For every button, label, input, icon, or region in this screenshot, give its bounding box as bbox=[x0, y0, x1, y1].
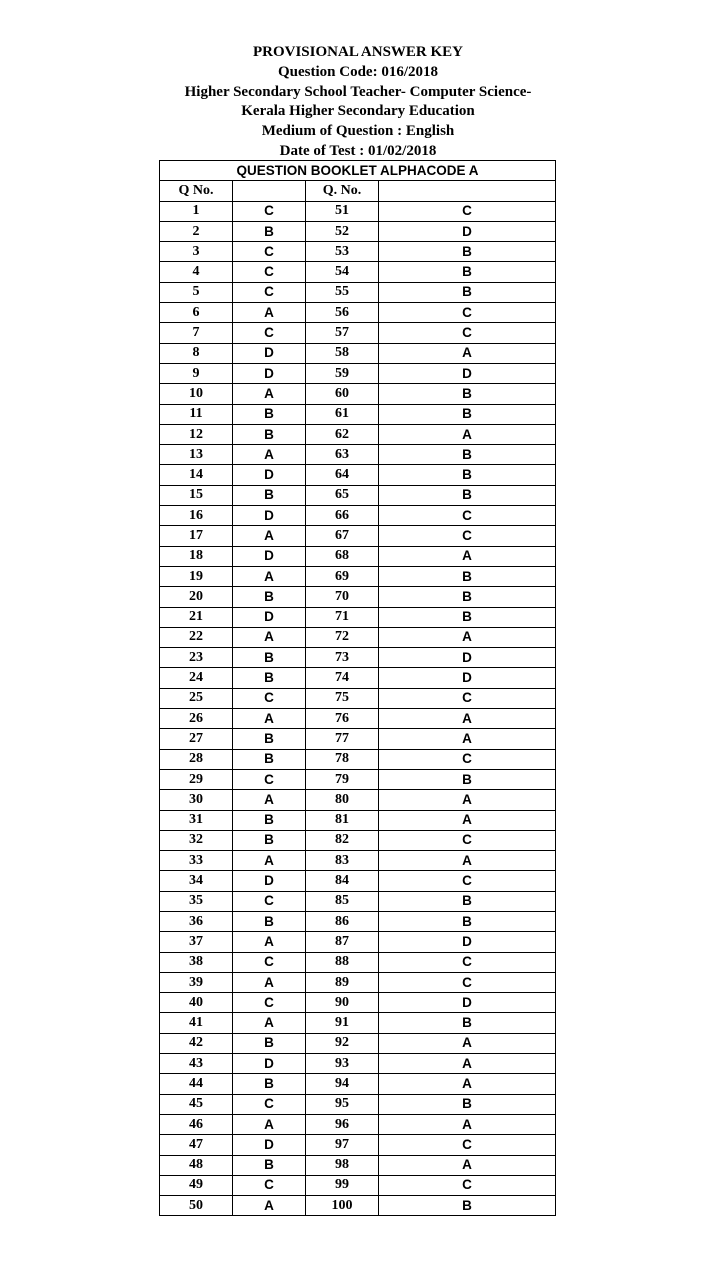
table-row bbox=[160, 1135, 556, 1155]
table-row bbox=[160, 851, 556, 871]
table-row bbox=[160, 363, 556, 383]
answer-option: C bbox=[379, 1175, 556, 1195]
answer-option: B bbox=[233, 810, 306, 830]
question-number: 66 bbox=[306, 506, 379, 526]
question-number: 25 bbox=[160, 688, 233, 708]
table-row bbox=[160, 1033, 556, 1053]
answer-option: B bbox=[379, 587, 556, 607]
answer-option: A bbox=[379, 627, 556, 647]
table-row bbox=[160, 506, 556, 526]
department-name: Kerala Higher Secondary Education bbox=[241, 103, 475, 120]
answer-option: A bbox=[233, 566, 306, 586]
answer-option: B bbox=[379, 566, 556, 586]
table-row bbox=[160, 526, 556, 546]
question-number: 84 bbox=[306, 871, 379, 891]
answer-option: C bbox=[379, 201, 556, 221]
answer-option: B bbox=[379, 485, 556, 505]
question-number: 37 bbox=[160, 932, 233, 952]
question-number: 50 bbox=[160, 1196, 233, 1216]
question-number: 5 bbox=[160, 282, 233, 302]
question-number: 44 bbox=[160, 1074, 233, 1094]
question-number: 38 bbox=[160, 952, 233, 972]
table-row bbox=[160, 790, 556, 810]
answer-option: C bbox=[379, 303, 556, 323]
question-number: 15 bbox=[160, 485, 233, 505]
question-number: 89 bbox=[306, 972, 379, 992]
answer-option: B bbox=[233, 1033, 306, 1053]
table-row bbox=[160, 1074, 556, 1094]
answer-option: C bbox=[379, 952, 556, 972]
table-row bbox=[160, 323, 556, 343]
answer-option: C bbox=[379, 1135, 556, 1155]
column-header-qno-2: Q. No. bbox=[306, 181, 379, 201]
answer-option: C bbox=[379, 871, 556, 891]
question-number: 55 bbox=[306, 282, 379, 302]
table-row bbox=[160, 952, 556, 972]
answer-option: A bbox=[379, 729, 556, 749]
answer-option: A bbox=[379, 343, 556, 363]
question-number: 22 bbox=[160, 627, 233, 647]
answer-option: A bbox=[379, 546, 556, 566]
question-number: 98 bbox=[306, 1155, 379, 1175]
answer-option: B bbox=[233, 648, 306, 668]
question-number: 43 bbox=[160, 1054, 233, 1074]
answer-option: C bbox=[233, 993, 306, 1013]
question-number: 29 bbox=[160, 769, 233, 789]
question-number: 7 bbox=[160, 323, 233, 343]
question-number: 57 bbox=[306, 323, 379, 343]
table-row bbox=[160, 749, 556, 769]
question-number: 90 bbox=[306, 993, 379, 1013]
answer-option: B bbox=[233, 221, 306, 241]
answer-option: C bbox=[233, 1094, 306, 1114]
answer-option: D bbox=[233, 506, 306, 526]
answer-option: A bbox=[233, 445, 306, 465]
answer-option: C bbox=[233, 1175, 306, 1195]
question-code: Question Code: 016/2018 bbox=[277, 63, 438, 80]
question-number: 73 bbox=[306, 648, 379, 668]
table-row bbox=[160, 201, 556, 221]
answer-option: A bbox=[379, 424, 556, 444]
question-number: 47 bbox=[160, 1135, 233, 1155]
answer-option: C bbox=[233, 891, 306, 911]
question-number: 83 bbox=[306, 851, 379, 871]
table-row bbox=[160, 668, 556, 688]
question-number: 36 bbox=[160, 911, 233, 931]
table-row bbox=[160, 1094, 556, 1114]
answer-option: B bbox=[233, 485, 306, 505]
question-number: 20 bbox=[160, 587, 233, 607]
answer-option: A bbox=[233, 851, 306, 871]
answer-option: C bbox=[233, 262, 306, 282]
answer-option: C bbox=[233, 952, 306, 972]
table-row bbox=[160, 465, 556, 485]
answer-option: C bbox=[379, 830, 556, 850]
answer-option: B bbox=[379, 769, 556, 789]
answer-option: D bbox=[379, 668, 556, 688]
question-number: 14 bbox=[160, 465, 233, 485]
question-number: 79 bbox=[306, 769, 379, 789]
answer-option: B bbox=[379, 404, 556, 424]
answer-option: D bbox=[233, 1135, 306, 1155]
table-row bbox=[160, 445, 556, 465]
question-number: 81 bbox=[306, 810, 379, 830]
answer-option: B bbox=[379, 465, 556, 485]
question-number: 77 bbox=[306, 729, 379, 749]
answer-option: D bbox=[233, 546, 306, 566]
question-number: 78 bbox=[306, 749, 379, 769]
table-row bbox=[160, 1054, 556, 1074]
question-number: 96 bbox=[306, 1114, 379, 1134]
column-header-qno-1: Q No. bbox=[160, 181, 233, 201]
question-number: 85 bbox=[306, 891, 379, 911]
question-number: 62 bbox=[306, 424, 379, 444]
question-number: 82 bbox=[306, 830, 379, 850]
column-header-answer-1 bbox=[233, 181, 306, 201]
answer-option: D bbox=[233, 607, 306, 627]
question-number: 33 bbox=[160, 851, 233, 871]
question-number: 4 bbox=[160, 262, 233, 282]
table-row bbox=[160, 932, 556, 952]
table-row bbox=[160, 343, 556, 363]
table-row bbox=[160, 648, 556, 668]
question-number: 23 bbox=[160, 648, 233, 668]
question-number: 65 bbox=[306, 485, 379, 505]
answer-option: C bbox=[379, 506, 556, 526]
question-number: 39 bbox=[160, 972, 233, 992]
table-row bbox=[160, 627, 556, 647]
answer-option: A bbox=[233, 709, 306, 729]
table-row bbox=[160, 424, 556, 444]
question-number: 75 bbox=[306, 688, 379, 708]
question-number: 72 bbox=[306, 627, 379, 647]
answer-option: B bbox=[379, 445, 556, 465]
answer-option: D bbox=[379, 648, 556, 668]
answer-option: B bbox=[233, 830, 306, 850]
answer-option: B bbox=[233, 1155, 306, 1175]
answer-option: B bbox=[379, 911, 556, 931]
answer-option: D bbox=[379, 993, 556, 1013]
table-row bbox=[160, 1114, 556, 1134]
question-number: 67 bbox=[306, 526, 379, 546]
answer-option: A bbox=[379, 1033, 556, 1053]
question-number: 91 bbox=[306, 1013, 379, 1033]
question-number: 9 bbox=[160, 363, 233, 383]
answer-option: D bbox=[233, 343, 306, 363]
question-number: 88 bbox=[306, 952, 379, 972]
answer-option: A bbox=[379, 709, 556, 729]
answer-option: A bbox=[233, 1114, 306, 1134]
answer-option: B bbox=[379, 384, 556, 404]
answer-option: C bbox=[379, 749, 556, 769]
table-row bbox=[160, 566, 556, 586]
question-number: 19 bbox=[160, 566, 233, 586]
question-number: 76 bbox=[306, 709, 379, 729]
answer-option: B bbox=[379, 282, 556, 302]
answer-option: D bbox=[233, 363, 306, 383]
column-header-answer-2 bbox=[379, 181, 556, 201]
answer-option: A bbox=[233, 1196, 306, 1216]
question-number: 69 bbox=[306, 566, 379, 586]
table-row bbox=[160, 911, 556, 931]
answer-option: A bbox=[233, 1013, 306, 1033]
table-row bbox=[160, 810, 556, 830]
table-row bbox=[160, 993, 556, 1013]
table-row bbox=[160, 769, 556, 789]
table-row bbox=[160, 891, 556, 911]
question-number: 32 bbox=[160, 830, 233, 850]
answer-option: C bbox=[233, 323, 306, 343]
answer-option: A bbox=[233, 932, 306, 952]
question-number: 54 bbox=[306, 262, 379, 282]
question-number: 26 bbox=[160, 709, 233, 729]
answer-option: C bbox=[233, 201, 306, 221]
answer-option: A bbox=[379, 1155, 556, 1175]
question-number: 74 bbox=[306, 668, 379, 688]
answer-option: D bbox=[233, 871, 306, 891]
answer-option: D bbox=[379, 932, 556, 952]
table-row bbox=[160, 709, 556, 729]
question-number: 24 bbox=[160, 668, 233, 688]
answer-option: D bbox=[233, 1054, 306, 1074]
table-row bbox=[160, 607, 556, 627]
answer-option: A bbox=[379, 851, 556, 871]
answer-option: A bbox=[233, 384, 306, 404]
answer-option: A bbox=[233, 627, 306, 647]
table-row bbox=[160, 1175, 556, 1195]
question-number: 58 bbox=[306, 343, 379, 363]
answer-option: A bbox=[379, 790, 556, 810]
question-number: 10 bbox=[160, 384, 233, 404]
question-number: 99 bbox=[306, 1175, 379, 1195]
question-number: 59 bbox=[306, 363, 379, 383]
answer-option: B bbox=[379, 1013, 556, 1033]
question-number: 40 bbox=[160, 993, 233, 1013]
answer-option: C bbox=[379, 323, 556, 343]
answer-option: A bbox=[233, 972, 306, 992]
column-header-row bbox=[160, 181, 556, 201]
question-medium: Medium of Question : English bbox=[261, 123, 455, 140]
question-number: 70 bbox=[306, 587, 379, 607]
table-row bbox=[160, 729, 556, 749]
answer-option: A bbox=[233, 790, 306, 810]
table-row bbox=[160, 404, 556, 424]
question-number: 46 bbox=[160, 1114, 233, 1134]
answer-option: B bbox=[379, 1196, 556, 1216]
answer-option: C bbox=[233, 688, 306, 708]
table-row bbox=[160, 485, 556, 505]
question-number: 27 bbox=[160, 729, 233, 749]
answer-option: D bbox=[379, 363, 556, 383]
question-number: 51 bbox=[306, 201, 379, 221]
question-number: 13 bbox=[160, 445, 233, 465]
question-number: 11 bbox=[160, 404, 233, 424]
answer-option: A bbox=[233, 303, 306, 323]
question-number: 35 bbox=[160, 891, 233, 911]
question-number: 3 bbox=[160, 242, 233, 262]
question-number: 28 bbox=[160, 749, 233, 769]
answer-option: B bbox=[233, 1074, 306, 1094]
question-number: 86 bbox=[306, 911, 379, 931]
exam-post-name: Higher Secondary School Teacher- Computer Science- bbox=[184, 83, 532, 100]
answer-option: B bbox=[233, 404, 306, 424]
question-number: 34 bbox=[160, 871, 233, 891]
table-row bbox=[160, 1155, 556, 1175]
test-date: Date of Test : 01/02/2018 bbox=[279, 142, 437, 159]
question-number: 87 bbox=[306, 932, 379, 952]
table-caption-row bbox=[160, 161, 556, 181]
answer-option: B bbox=[379, 607, 556, 627]
table-row bbox=[160, 972, 556, 992]
table-row bbox=[160, 1196, 556, 1216]
answer-option: B bbox=[233, 729, 306, 749]
question-number: 63 bbox=[306, 445, 379, 465]
question-number: 68 bbox=[306, 546, 379, 566]
question-number: 64 bbox=[306, 465, 379, 485]
document-title: PROVISIONAL ANSWER KEY bbox=[252, 44, 464, 60]
question-number: 95 bbox=[306, 1094, 379, 1114]
answer-option: A bbox=[379, 810, 556, 830]
table-row bbox=[160, 830, 556, 850]
answer-option: B bbox=[233, 587, 306, 607]
table-row bbox=[160, 688, 556, 708]
question-number: 6 bbox=[160, 303, 233, 323]
answer-option: A bbox=[233, 526, 306, 546]
question-number: 41 bbox=[160, 1013, 233, 1033]
answer-option: B bbox=[379, 262, 556, 282]
answer-option: B bbox=[233, 749, 306, 769]
document-header bbox=[0, 43, 716, 162]
table-row bbox=[160, 242, 556, 262]
question-number: 93 bbox=[306, 1054, 379, 1074]
table-row bbox=[160, 384, 556, 404]
answer-option: C bbox=[233, 769, 306, 789]
table-row bbox=[160, 1013, 556, 1033]
question-number: 71 bbox=[306, 607, 379, 627]
answer-option: C bbox=[379, 972, 556, 992]
answer-rows bbox=[160, 201, 556, 1216]
table-row bbox=[160, 282, 556, 302]
question-number: 53 bbox=[306, 242, 379, 262]
table-row bbox=[160, 221, 556, 241]
answer-option: D bbox=[233, 465, 306, 485]
question-number: 8 bbox=[160, 343, 233, 363]
table-row bbox=[160, 871, 556, 891]
question-number: 18 bbox=[160, 546, 233, 566]
table-row bbox=[160, 587, 556, 607]
booklet-caption: QUESTION BOOKLET ALPHACODE A bbox=[160, 161, 556, 181]
table-row bbox=[160, 303, 556, 323]
answer-key-table bbox=[159, 160, 556, 1216]
question-number: 12 bbox=[160, 424, 233, 444]
question-number: 30 bbox=[160, 790, 233, 810]
question-number: 21 bbox=[160, 607, 233, 627]
question-number: 42 bbox=[160, 1033, 233, 1053]
answer-option: B bbox=[233, 668, 306, 688]
question-number: 49 bbox=[160, 1175, 233, 1195]
question-number: 16 bbox=[160, 506, 233, 526]
answer-option: B bbox=[379, 891, 556, 911]
answer-option: B bbox=[379, 242, 556, 262]
table-row bbox=[160, 546, 556, 566]
answer-option: C bbox=[233, 282, 306, 302]
question-number: 92 bbox=[306, 1033, 379, 1053]
answer-option: B bbox=[379, 1094, 556, 1114]
question-number: 97 bbox=[306, 1135, 379, 1155]
question-number: 2 bbox=[160, 221, 233, 241]
answer-option: C bbox=[379, 688, 556, 708]
question-number: 45 bbox=[160, 1094, 233, 1114]
question-number: 56 bbox=[306, 303, 379, 323]
answer-option: D bbox=[379, 221, 556, 241]
question-number: 31 bbox=[160, 810, 233, 830]
answer-option: B bbox=[233, 424, 306, 444]
table-row bbox=[160, 262, 556, 282]
answer-option: A bbox=[379, 1114, 556, 1134]
question-number: 61 bbox=[306, 404, 379, 424]
answer-option: A bbox=[379, 1074, 556, 1094]
answer-option: B bbox=[233, 911, 306, 931]
question-number: 48 bbox=[160, 1155, 233, 1175]
question-number: 100 bbox=[306, 1196, 379, 1216]
question-number: 1 bbox=[160, 201, 233, 221]
question-number: 80 bbox=[306, 790, 379, 810]
answer-option: C bbox=[379, 526, 556, 546]
question-number: 52 bbox=[306, 221, 379, 241]
question-number: 17 bbox=[160, 526, 233, 546]
question-number: 60 bbox=[306, 384, 379, 404]
answer-option: A bbox=[379, 1054, 556, 1074]
answer-option: C bbox=[233, 242, 306, 262]
question-number: 94 bbox=[306, 1074, 379, 1094]
